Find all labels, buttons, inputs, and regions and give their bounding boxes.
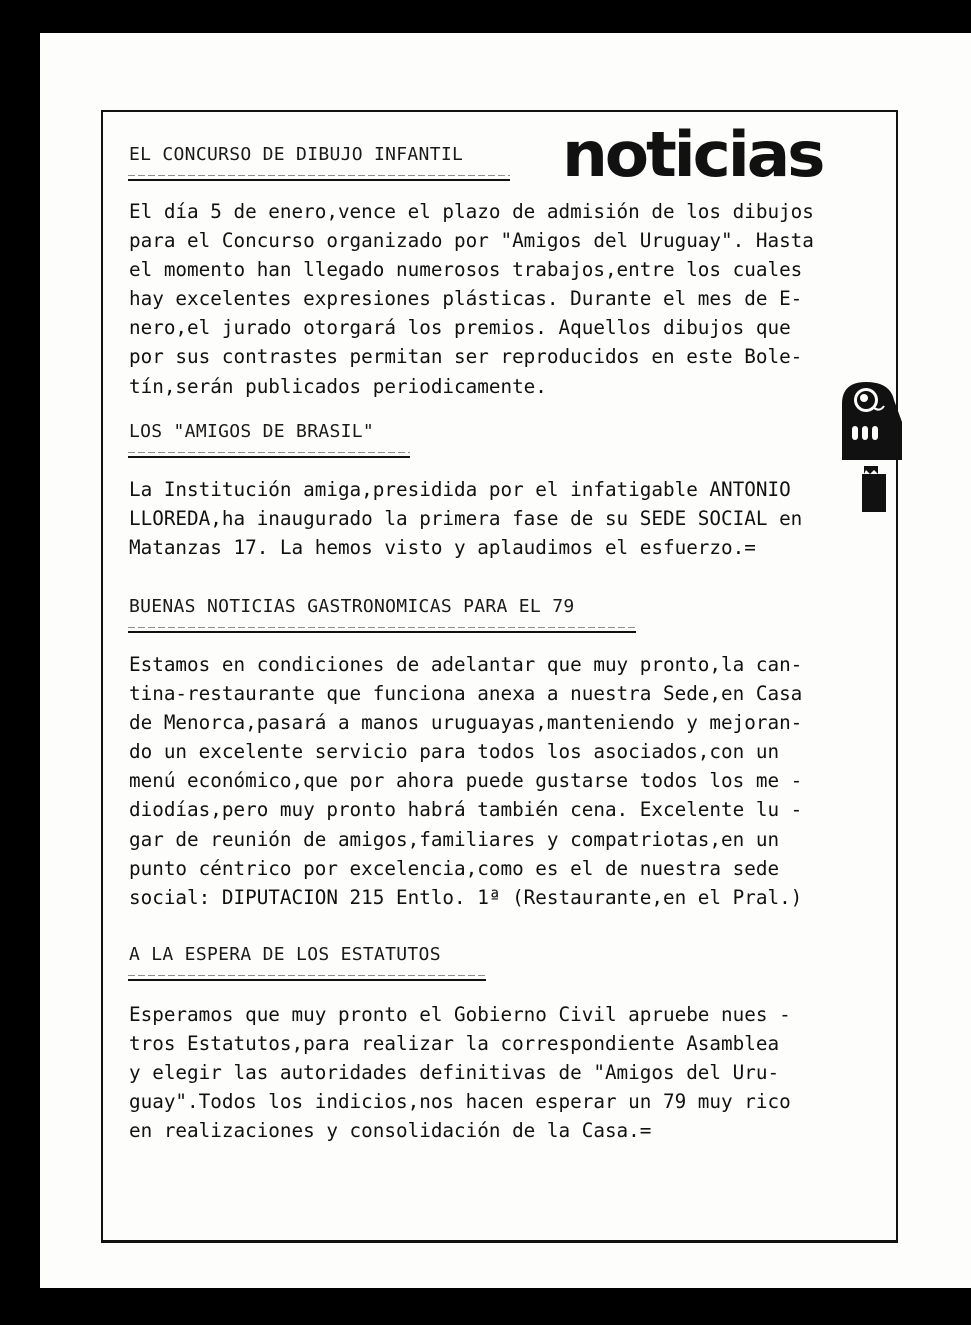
heading-rule — [128, 631, 636, 633]
section-heading-gastronomicas: BUENAS NOTICIAS GASTRONOMICAS PARA EL 79 — [129, 596, 575, 617]
masthead-title: noticias — [562, 118, 823, 191]
body-line: tina-restaurante que funciona anexa a nuestra Sede,en Casa — [129, 682, 803, 706]
section-body-gastronomicas — [129, 650, 802, 912]
body-line: social: DIPUTACION 215 Entlo. 1ª (Restaurante,en el Pral.) — [129, 885, 803, 909]
body-line: gar de reunión de amigos,familiares y compatriotas,en un — [129, 827, 780, 851]
body-line: guay".Todos los indicios,nos hacen esperar un 79 muy rico — [129, 1090, 791, 1114]
body-line: punto céntrico por excelencia,como es el de nuestra sede — [129, 856, 780, 880]
body-line: LLOREDA,ha inaugurado la primera fase de su SEDE SOCIAL en — [129, 507, 803, 531]
body-line: nero,el jurado otorgará los premios. Aquellos dibujos que — [129, 316, 791, 340]
body-line: do un excelente servicio para todos los asociados,con un — [129, 740, 780, 764]
section-body-estatutos — [129, 1000, 791, 1145]
body-line: en realizaciones y consolidación de la Casa.= — [129, 1119, 652, 1143]
body-line: el momento han llegado numerosos trabajos,entre los cuales — [129, 258, 803, 282]
body-line: El día 5 de enero,vence el plazo de admisión de los dibujos — [129, 200, 814, 223]
body-line: y elegir las autoridades definitivas de "Amigos del Uru- — [129, 1061, 780, 1085]
section-body-brasil — [129, 475, 802, 562]
body-line: tín,serán publicados periodicamente. — [129, 374, 547, 398]
body-line: por sus contrastes permitan ser reproducidos en este Bole- — [129, 345, 803, 369]
body-line: Estamos en condiciones de adelantar que muy pronto,la can- — [129, 653, 803, 676]
heading-rule — [128, 179, 510, 181]
body-line: diodías,pero muy pronto habrá también cena. Excelente lu - — [129, 798, 803, 822]
body-line: menú económico,que por ahora puede gustarse todos los me - — [129, 769, 803, 793]
body-line: de Menorca,pasará a manos uruguayas,manteniendo y mejoran- — [129, 711, 803, 735]
body-line: para el Concurso organizado por "Amigos del Uruguay". Hasta — [129, 229, 814, 253]
section-heading-brasil: LOS "AMIGOS DE BRASIL" — [129, 421, 375, 442]
body-line: Matanzas 17. La hemos visto y aplaudimos el esfuerzo.= — [129, 536, 756, 560]
section-heading-concurso: EL CONCURSO DE DIBUJO INFANTIL — [129, 144, 464, 165]
heading-rule — [128, 456, 410, 458]
body-line: Esperamos que muy pronto el Gobierno Civil apruebe nues - — [129, 1003, 791, 1026]
heading-rule — [128, 979, 486, 981]
section-body-concurso — [129, 197, 814, 401]
body-line: tros Estatutos,para realizar la correspondiente Asamblea — [129, 1032, 780, 1056]
ghost-figure-icon — [838, 378, 904, 514]
section-heading-estatutos: A LA ESPERA DE LOS ESTATUTOS — [129, 944, 441, 965]
body-line: La Institución amiga,presidida por el infatigable ANTONIO — [129, 478, 791, 501]
body-line: hay excelentes expresiones plásticas. Durante el mes de E- — [129, 287, 803, 311]
